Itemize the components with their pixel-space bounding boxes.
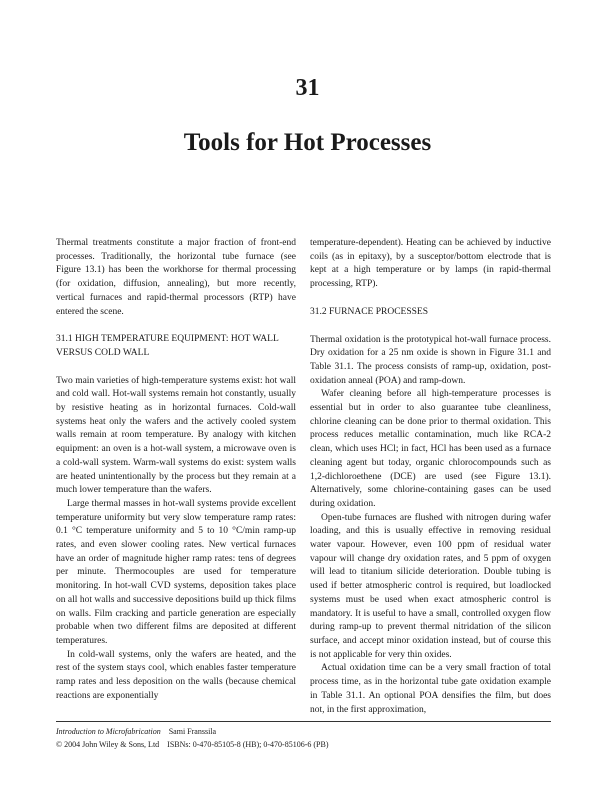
right-column (310, 237, 551, 717)
isbn: ISBNs: 0-470-85105-8 (HB); 0-470-85106-6 (PB) (167, 740, 329, 749)
book-title: Introduction to Microfabrication (56, 727, 161, 736)
chapter-title: Tools for Hot Processes (183, 129, 432, 156)
body-paragraph: Large thermal masses in hot-wall systems provide excellent temperature uniformity but very slow temperature ramp rates: 0.1 °C temperature uniformity and 5 to 10 °C/min ramp-up rates, and even slower cooling rates. New vertical furnaces have an order of magnitude higher ramp rates: tens of degrees per minute. Thermocouples are used for temperature monitoring. In hot-wall CVD systems, deposition takes place on all hot walls and successive depositions build up thick films on walls. Film cracking and particle generation are especially probable when two different films are deposited at different temperatures. (56, 498, 296, 646)
section-heading-31-2: 31.2 FURNACE PROCESSES (310, 306, 428, 317)
body-paragraph: Two main varieties of high-temperature systems exist: hot wall and cold wall. Hot-wall systems remain hot constantly, usually by resistive heating as in horizontal furnaces. Cold-wall systems heat only the wafers and the actively cooled system walls remain at room temperature. By analogy with kitchen equipment: an oven is a hot-wall system, a microwave oven is a cold-wall system. Warm-wall systems do exist: system walls are heated unintentionally by the process but they remain at a much lower temperature than the wafers. (56, 375, 296, 496)
intro-paragraph: Thermal treatments constitute a major fraction of front-end processes. Traditionally, the horizontal tube furnace (see Figure 13.1) has been the workhorse for thermal processing (for oxidation, diffusion, annealing), but more recently, vertical furnaces and rapid-thermal processors (RTP) have entered the scene. (56, 238, 296, 317)
body-paragraph: Actual oxidation time can be a very small fraction of total process time, as in the horizontal tube gate oxidation example in Table 31.1. An optional POA densifies the film, but does not, in the first approximation, (310, 663, 551, 715)
body-paragraph: Thermal oxidation is the prototypical hot-wall furnace process. Dry oxidation for a 25 nm oxide is shown in Figure 31.1 and Table 31.1. The process consists of ramp-up, oxidation, post-oxidation anneal (POA) and ramp-down. (310, 334, 551, 386)
author: Sami Franssila (168, 727, 217, 736)
footer-line-2 (56, 738, 329, 751)
footer (56, 725, 329, 751)
body-paragraph: Wafer cleaning before all high-temperature processes is essential but in order to also guarantee tube cleanliness, chlorine cleaning can be done prior to thermal oxidation. This process reduces metallic contamination, much like RCA-2 clean, which uses HCl; in fact, HCl has been used as a furnace cleaning agent but today, organic chlorocompounds such as 1,2-dichloroethene (DCE) are used (see Figure 13.1). Alternatively, some chlorine-containing gases can be used during oxidation. (310, 389, 551, 509)
left-column (56, 237, 296, 704)
footer-line-1 (56, 725, 329, 738)
body-paragraph: In cold-wall systems, only the wafers are heated, and the rest of the system stays cool, which enables faster temperature ramp rates and less deposition on the walls (because chemical reactions are exponentially (56, 649, 296, 701)
chapter-number: 31 (295, 75, 320, 101)
body-paragraph: Open-tube furnaces are flushed with nitrogen during wafer loading, and this is usually effective in removing residual water vapour. However, even 100 ppm of residual water vapour will change dry oxidation rates, and 5 ppm of oxygen will lead to titanium silicide deterioration. Double tubing is used if better atmospheric control is required, but loadlocked systems must be used when exact atmospheric control is mandatory. It is useful to have a small, controlled oxygen flow during ramp-up to prevent thermal nitridation of the silicon surface, and accept minor oxidation instead, but of course this is not applicable for very thin oxides. (310, 512, 551, 660)
copyright: © 2004 John Wiley & Sons, Ltd (56, 740, 160, 749)
section-heading-31-1: 31.1 HIGH TEMPERATURE EQUIPMENT: HOT WALL VERSUS COLD WALL (56, 334, 279, 358)
body-paragraph: temperature-dependent). Heating can be achieved by inductive coils (as in epitaxy), by a susceptor/bottom electrode that is kept at a high temperature or by lamps (in rapid-thermal processing, RTP). (310, 238, 551, 290)
footer-divider (56, 721, 551, 722)
